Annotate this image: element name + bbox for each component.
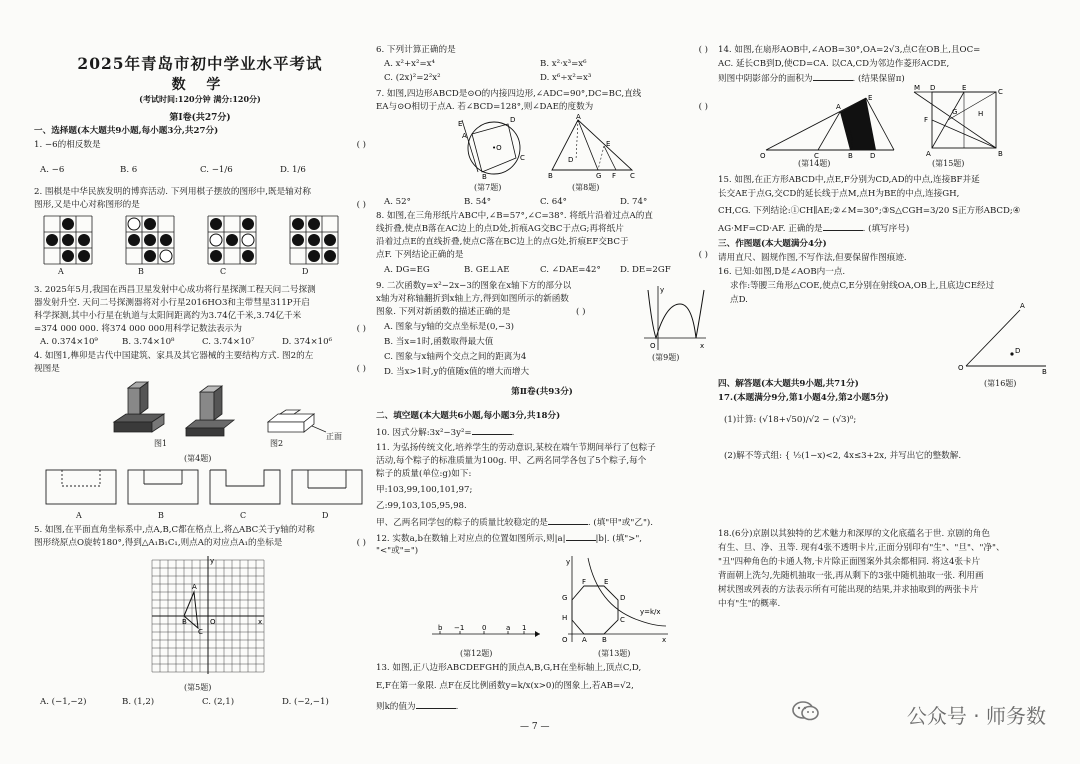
q10-stem: 10. 因式分解:3x²−3y²= .	[376, 428, 515, 438]
black-stone	[160, 234, 172, 246]
exam-subject: 数 学	[171, 77, 229, 93]
q4-view-options	[46, 468, 362, 508]
q8-line1: 8. 如图,在三角形纸片ABC中,∠B=57°,∠C=38°. 将纸片沿着过点A的直	[376, 211, 653, 221]
q9-paren: ( )	[576, 307, 586, 317]
q15-line2: 长交AE于点G,交CD的延长线于点M,点H为BE的中点,连接GH,	[718, 189, 960, 199]
q3-line1: 3. 2025年5月,我国在西昌卫星发射中心成功将行星探测工程天问二号探测	[34, 285, 316, 295]
svg-text:C: C	[998, 88, 1003, 96]
q14-line3: 则图中阴影部分的面积为 . (结果保留π)	[718, 74, 905, 84]
q8-caption: (第8题)	[572, 183, 600, 192]
q7-option-a: A. 52°	[384, 197, 411, 207]
q4-caption: (第4题)	[184, 454, 212, 463]
black-stone	[242, 218, 254, 230]
svg-text:E: E	[606, 140, 611, 148]
part2-heading: 第Ⅱ卷(共93分)	[511, 387, 573, 397]
go-board	[208, 216, 256, 264]
q14-sector-figure	[758, 92, 898, 158]
q5-line1: 5. 如图,在平面直角坐标系中,点A,B,C都在格点上,将△ABC关于y轴的对称	[34, 525, 315, 535]
q16-angle-figure	[958, 300, 1048, 374]
q15-line4: AG·MF=CD·AF. 正确的是 . (填写序号)	[718, 224, 910, 234]
q12-answer-blank[interactable]	[566, 532, 596, 541]
svg-text:B: B	[848, 152, 853, 160]
go-board	[290, 216, 338, 264]
q5-caption: (第5题)	[184, 683, 212, 692]
q7-circle-figure	[452, 116, 534, 180]
black-stone	[226, 234, 238, 246]
q6-paren: ( )	[698, 45, 708, 55]
q6-stem: 6. 下列计算正确的是	[376, 45, 456, 55]
q2-label-c: C	[220, 267, 227, 276]
q11-line4: 甲:103,99,100,101,97;	[376, 485, 473, 495]
q3-option-d: D. 374×10⁶	[282, 337, 333, 347]
q15-caption: (第15题)	[932, 159, 965, 168]
svg-text:C: C	[198, 628, 203, 636]
q1-option-a: A. −6	[40, 165, 65, 175]
svg-text:•O: •O	[492, 144, 502, 152]
q2-paren: ( )	[356, 200, 366, 210]
section2-heading: 二、填空题(本大题共6小题,每小题3分,共18分)	[376, 411, 561, 421]
q3-line3: 科学探测,其中小行星在轨道与太阳间距离约为3.74亿千米,3.74亿千米	[34, 311, 302, 321]
svg-text:a: a	[506, 624, 511, 632]
svg-text:x: x	[700, 342, 705, 350]
white-stone	[160, 250, 172, 262]
go-board	[126, 216, 174, 264]
svg-text:y: y	[210, 557, 215, 565]
q8-triangle-figure	[548, 113, 636, 180]
watermark-text: 公众号 · 师务数	[906, 704, 1046, 728]
q9-line2: x轴为对称轴翻折到x轴上方,得到如图所示的新函数	[376, 294, 569, 304]
black-stone	[308, 234, 320, 246]
black-stone	[242, 250, 254, 262]
svg-text:1: 1	[522, 624, 527, 632]
black-stone	[324, 250, 336, 262]
q16-caption: (第16题)	[984, 379, 1017, 388]
black-stone	[46, 234, 58, 246]
black-stone	[324, 234, 336, 246]
q7-option-d: D. 74°	[620, 197, 648, 207]
q5-option-a: A. (−1,−2)	[40, 697, 87, 707]
q4-tenon-figures	[104, 378, 334, 440]
q2-label-d: D	[302, 267, 309, 276]
q6-option-c: C. (2x)²=2²x²	[384, 73, 441, 83]
q9-caption: (第9题)	[652, 353, 680, 362]
q3-option-c: C. 3.74×10⁷	[202, 337, 255, 347]
q12-line2: "<"或"=")	[376, 546, 419, 556]
q9-option-b: B. 当x=1时,函数取得最大值	[384, 337, 494, 347]
svg-text:E: E	[604, 578, 609, 586]
svg-text:F: F	[582, 578, 587, 586]
q5-option-b: B. (1,2)	[122, 697, 155, 707]
white-stone	[210, 234, 222, 246]
q8-line2: 线折叠,使点B落在AC边上的点D处,折痕AG交BC于点G;再将纸片	[376, 224, 624, 234]
section1-heading: 一、选择题(本大题共9小题,每小题3分,共27分)	[34, 126, 219, 136]
svg-text:E: E	[962, 84, 967, 92]
svg-text:C: C	[620, 616, 625, 624]
svg-text:A: A	[582, 636, 587, 644]
svg-text:F: F	[612, 172, 617, 180]
svg-text:y=k/x: y=k/x	[640, 608, 661, 616]
q4-fig1-label: 图1	[154, 439, 168, 448]
black-stone	[292, 234, 304, 246]
q7-option-c: C. 64°	[540, 197, 567, 207]
svg-text:A: A	[1020, 302, 1025, 310]
q8-option-b: B. GE⊥AE	[464, 265, 510, 275]
q6-option-d: D. x⁶÷x²=x³	[540, 73, 592, 83]
q3-line4: =374 000 000. 将374 000 000用科学记数法表示为	[34, 324, 242, 334]
q1-paren: ( )	[356, 140, 366, 150]
q5-coordinate-grid	[152, 556, 264, 674]
svg-text:B: B	[548, 172, 553, 180]
q15-line1: 15. 如图,在正方形ABCD中,点E,F分别为CD,AD的中点,连接BF并延	[718, 175, 980, 185]
svg-text:O: O	[760, 152, 766, 160]
q4-line2: 视图是	[34, 364, 60, 374]
svg-text:B: B	[1042, 368, 1047, 376]
q8-paren: ( )	[698, 250, 708, 260]
svg-text:O: O	[210, 618, 216, 626]
q14-caption: (第14题)	[798, 159, 831, 168]
q8-line3: 沿着过点E的直线折叠,使点C落在BC边上的点G处,折痕EF交BC于	[376, 237, 629, 247]
svg-text:x: x	[662, 636, 667, 644]
q8-option-a: A. DG=EG	[384, 265, 430, 275]
q13-octagon-figure	[558, 556, 668, 642]
q8-option-d: D. DE=2GF	[620, 265, 671, 275]
q6-option-a: A. x²+x²=x⁴	[384, 59, 435, 69]
svg-text:G: G	[952, 108, 958, 116]
q12-number-line	[432, 626, 542, 642]
q9-graph	[644, 286, 706, 350]
go-board	[44, 216, 92, 264]
q1-stem: 1. −6的相反数是	[34, 140, 101, 150]
svg-text:−1: −1	[454, 624, 465, 632]
q12-caption: (第12题)	[460, 649, 493, 658]
q7-paren: ( )	[698, 102, 708, 112]
q4-label-b: B	[158, 511, 164, 520]
q9-line3: 图象. 下列对新函数的描述正确的是	[376, 307, 511, 317]
exam-title: 2025年青岛市初中学业水平考试	[77, 54, 323, 73]
q8-line4: 点F. 下列结论正确的是	[376, 250, 464, 260]
q2-label-b: B	[138, 267, 144, 276]
wechat-icon	[792, 700, 820, 722]
svg-text:C: C	[814, 152, 819, 160]
q7-caption: (第7题)	[474, 183, 502, 192]
svg-text:B: B	[182, 618, 187, 626]
svg-text:D: D	[510, 116, 516, 124]
q16-line1: 16. 已知:如图,D是∠AOB内一点.	[718, 267, 846, 277]
svg-text:H: H	[978, 110, 984, 118]
q16-line3: 点D.	[730, 295, 748, 305]
black-stone	[292, 218, 304, 230]
svg-text:A: A	[462, 132, 467, 140]
q11-line5: 乙:99,103,105,95,98.	[376, 501, 467, 511]
q4-front-label: 正面	[326, 432, 342, 441]
svg-text:F: F	[924, 116, 929, 124]
q18-line3: "丑"四种角色的卡通人物,卡片除正面图案外其余都相同. 将这4张卡片	[718, 557, 981, 567]
q14-line1: 14. 如图,在扇形AOB中,∠AOB=30°,OA=2√3,点C在OB上,且OC=	[718, 45, 981, 55]
q11-line3: 粽子的质量(单位:g)如下:	[376, 469, 472, 479]
svg-text:x: x	[258, 618, 263, 626]
black-stone	[144, 250, 156, 262]
q3-option-b: B. 3.74×10⁸	[122, 337, 175, 347]
svg-text:0: 0	[482, 624, 487, 632]
svg-text:C: C	[630, 172, 635, 180]
svg-text:y: y	[566, 558, 571, 566]
q7-line2: EA与⊙O相切于点A. 若∠BCD=128°,则∠DAE的度数为	[376, 102, 594, 112]
q13-caption: (第13题)	[598, 649, 631, 658]
exam-meta: (考试时间:120分钟 满分:120分)	[139, 94, 261, 104]
q4-label-a: A	[76, 511, 82, 520]
svg-text:O: O	[650, 342, 656, 350]
white-stone	[128, 218, 140, 230]
q2-line1: 2. 围棋是中华民族发明的博弈活动. 下列用棋子摆放的图形中,既是轴对称	[34, 187, 311, 197]
q15-answer-blank[interactable]	[823, 222, 863, 231]
black-stone	[144, 218, 156, 230]
q7-option-b: B. 54°	[464, 197, 492, 207]
black-stone	[210, 218, 222, 230]
black-stone	[62, 234, 74, 246]
svg-text:D: D	[870, 152, 876, 160]
black-stone	[144, 234, 156, 246]
svg-text:G: G	[596, 172, 602, 180]
q2-line2: 图形,又是中心对称图形的是	[34, 200, 140, 210]
section3-heading: 三、作图题(本大题满分4分)	[718, 239, 827, 249]
black-stone	[78, 250, 90, 262]
svg-text:A: A	[192, 583, 197, 591]
q11-line1: 11. 为弘扬传统文化,培养学生的劳动意识,某校在端午节期间举行了包粽子	[376, 443, 656, 453]
svg-text:B: B	[602, 636, 607, 644]
svg-text:O: O	[958, 364, 964, 372]
q5-option-d: D. (−2,−1)	[282, 697, 329, 707]
q11-answer-blank[interactable]	[548, 516, 588, 525]
svg-text:E: E	[868, 94, 873, 102]
q18-line4: 背面朝上洗匀,先随机抽取一张,再从剩下的3张中随机抽取一张. 利用画	[718, 571, 984, 581]
q14-line2: AC. 延长CB到D,使CD=CA. 以CA,CD为邻边作菱形ACDE,	[718, 59, 950, 69]
q7-line1: 7. 如图,四边形ABCD是⊙O的内接四边形,∠ADC=90°,DC=BC,直线	[376, 89, 642, 99]
svg-text:O: O	[562, 636, 568, 644]
white-stone	[242, 234, 254, 246]
black-stone	[308, 218, 320, 230]
q3-option-a: A. 0.374×10⁹	[40, 337, 98, 347]
page-number: — 7 —	[520, 722, 550, 732]
q2-label-a: A	[58, 267, 64, 276]
q1-option-b: B. 6	[120, 165, 138, 175]
q9-line1: 9. 二次函数y=x²−2x−3的图象在x轴下方的部分以	[376, 281, 572, 291]
q3-paren: ( )	[356, 324, 366, 334]
q4-label-d: D	[322, 511, 329, 520]
q17-line3: (2)解不等式组: { ½(1−x)<2, 4x≤3+2x, 并写出它的整数解.	[724, 451, 962, 461]
q9-option-c: C. 图象与x轴两个交点之间的距离为4	[384, 352, 527, 362]
q11-line6: 甲、乙两名同学包的粽子的质量比较稳定的是 . (填"甲"或"乙").	[376, 518, 653, 528]
svg-text:D: D	[568, 156, 574, 164]
q12-line1: 12. 实数a,b在数轴上对应点的位置如图所示,则|a| |b|. (填">",	[376, 534, 643, 544]
q18-line6: 中有"生"的概率.	[718, 599, 781, 609]
q5-option-c: C. (2,1)	[202, 697, 235, 707]
q5-paren: ( )	[356, 538, 366, 548]
section4-heading: 四、解答题(本大题共9小题,共71分)	[718, 379, 859, 389]
svg-text:B: B	[998, 150, 1003, 158]
svg-text:C: C	[520, 154, 525, 162]
svg-text:H: H	[562, 614, 568, 622]
q17-line1: 17.(本题满分9分,第1小题4分,第2小题5分)	[718, 393, 889, 403]
svg-text:b: b	[438, 624, 443, 632]
svg-text:A: A	[836, 103, 841, 111]
q18-line5: 树状图或列表的方法表示所有可能出现的结果,并求抽取到的两张卡片	[718, 585, 979, 595]
svg-text:y: y	[660, 286, 665, 294]
svg-text:D: D	[1015, 347, 1021, 355]
q4-fig2-label: 图2	[270, 439, 284, 448]
q8-option-c: C. ∠DAE=42°	[540, 265, 601, 275]
svg-text:D: D	[930, 84, 936, 92]
svg-text:G: G	[562, 594, 568, 602]
q4-line1: 4. 如图1,榫卯是古代中国建筑、家具及其它器械的主要结构方式. 图2的左	[34, 351, 314, 361]
q3-line2: 器发射升空. 天问二号探测器将对小行星2016HO3和主带彗星311P开启	[34, 298, 310, 308]
q14-answer-blank[interactable]	[813, 72, 853, 81]
q2-go-figures	[44, 214, 356, 270]
part1-heading: 第Ⅰ卷(共27分)	[169, 113, 231, 123]
black-stone	[308, 250, 320, 262]
black-stone	[128, 234, 140, 246]
section3-note: 请用直尺、圆规作图,不写作法,但要保留作图痕迹.	[718, 253, 907, 263]
q17-line2: (1)计算: (√18+√50)/√2 − (√3)⁰;	[724, 415, 857, 425]
q4-label-c: C	[240, 511, 247, 520]
q13-answer-blank[interactable]	[416, 700, 456, 709]
q1-option-c: C. −1/6	[200, 165, 233, 175]
svg-text:A: A	[576, 113, 581, 121]
q1-option-d: D. 1/6	[280, 165, 306, 175]
black-stone	[62, 218, 74, 230]
svg-text:E: E	[458, 120, 463, 128]
svg-text:D: D	[620, 594, 626, 602]
svg-text:A: A	[926, 150, 931, 158]
q11-line2: 活动,每个粽子的标准质量为100g. 甲、乙两名同学各包了5个粽子,每个	[376, 456, 647, 466]
q18-line2: 有生、旦、净、丑等. 现有4张不透明卡片,正面分别印有"生"、"旦"、"净"、	[718, 543, 1005, 553]
q16-line2: 求作:等腰三角形△COE,使点C,E分别在射线OA,OB上,且底边CE经过	[730, 281, 995, 291]
black-stone	[210, 250, 222, 262]
black-stone	[62, 250, 74, 262]
svg-text:B: B	[482, 173, 487, 181]
q6-option-b: B. x²·x³=x⁶	[540, 59, 587, 69]
q10-answer-blank[interactable]	[472, 426, 512, 435]
q13-line1: 13. 如图,正八边形ABCDEFGH的顶点A,B,G,H在坐标轴上,顶点C,D,	[376, 663, 642, 673]
black-stone	[78, 234, 90, 246]
q13-line3: 则k的值为 .	[376, 702, 459, 712]
q9-option-d: D. 当x>1时,y的值随x值的增大而增大	[384, 367, 530, 377]
svg-text:M: M	[914, 84, 921, 92]
q13-line2: E,F在第一象限. 点F在反比例函数y=k/x(x>0)的图象上,若AB=√2,	[376, 681, 634, 691]
q9-option-a: A. 图象与y轴的交点坐标是(0,−3)	[384, 322, 515, 332]
q18-line1: 18.(6分)京剧以其独特的艺术魅力和深厚的文化底蕴名于世. 京剧的角色	[718, 529, 990, 539]
q4-paren: ( )	[356, 364, 366, 374]
q15-line3: CH,CG. 下列结论:①CH∥AE;②∠M=30°;③S△CGH=3/20 S正方形ABCD;④	[718, 206, 1021, 216]
q15-square-figure	[914, 86, 1014, 158]
q5-line2: 图形绕原点O旋转180°,得到△A₁B₁C₁,则点A的对应点A₁的坐标是	[34, 538, 283, 548]
